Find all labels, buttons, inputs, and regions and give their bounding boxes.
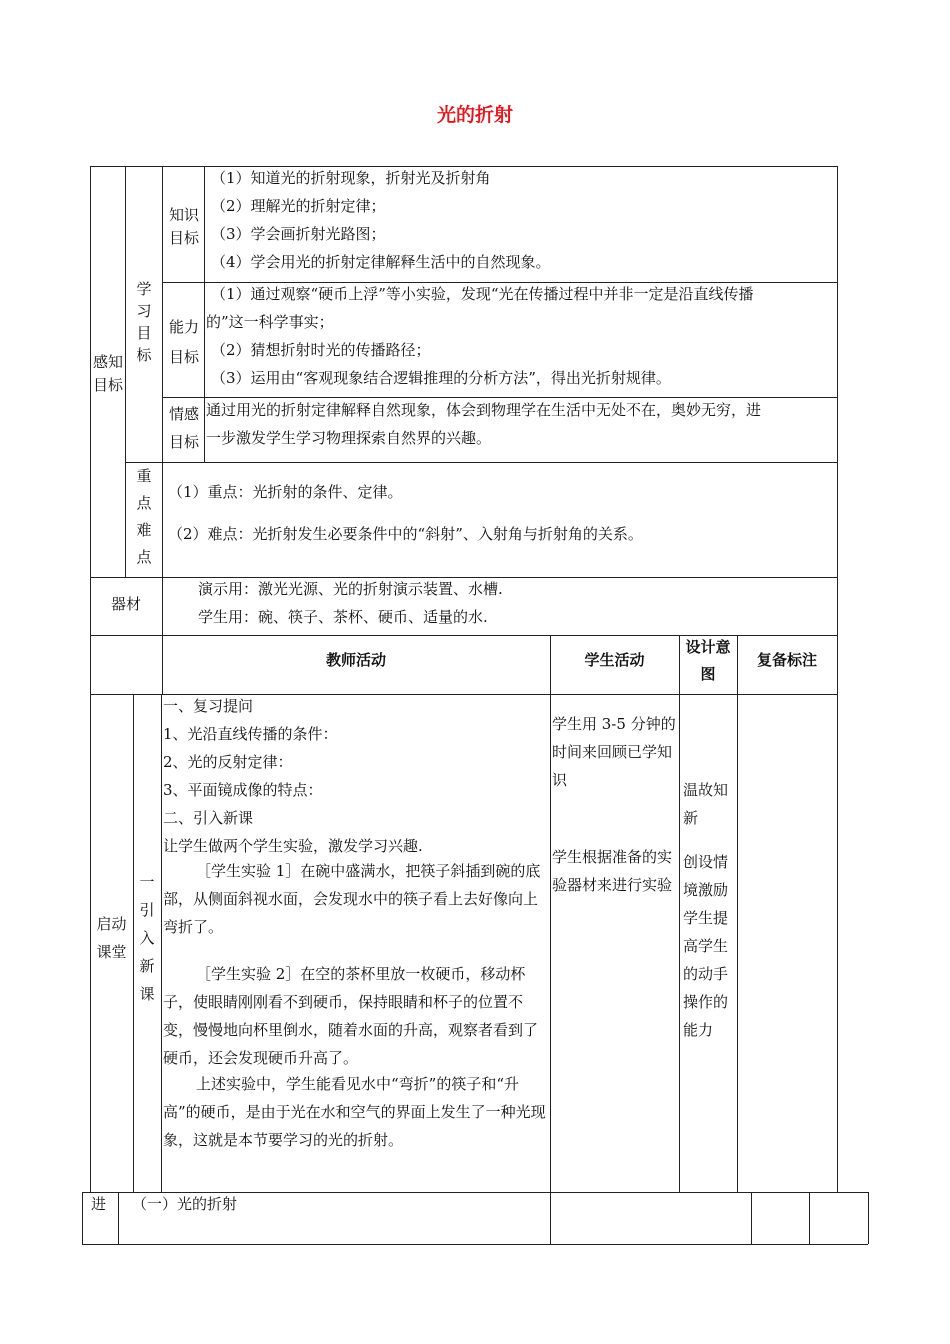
- list-item: （2）猜想折射时光的传播路径；: [211, 341, 431, 359]
- list-item: （3）运用由“客观现象结合逻辑推理的分析方法”，得出光折射规律。: [211, 369, 671, 387]
- list-item: （1）重点：光折射的条件、定律。: [168, 483, 403, 501]
- equipment-demo: 演示用：激光光源、光的折射演示装置、水槽.: [198, 580, 503, 598]
- list-item: 的”这一科学事实；: [206, 313, 334, 331]
- list-item: 让学生做两个学生实验，激发学习兴趣.: [163, 837, 423, 855]
- list-item: 一步激发学生学习物理探索自然界的兴趣。: [206, 429, 492, 447]
- equipment-student: 学生用：碗、筷子、茶杯、硬币、适量的水.: [198, 608, 488, 626]
- ability-goal-label: 能力目标: [168, 318, 199, 366]
- next-row-content: （一）光的折射: [132, 1195, 238, 1213]
- perception-goals-label: 感知目标: [92, 353, 123, 394]
- learning-goals-label: 学习目标: [136, 280, 152, 364]
- student-activity-2: 学生根据准备的实验器材来进行实验: [552, 848, 673, 894]
- list-item: 通过用光的折射定律解释自然现象，体会到物理学在生活中无处不在，奥妙无穷，进: [206, 401, 762, 419]
- list-item: 二、引入新课: [163, 809, 254, 827]
- conclusion: 上述实验中，学生能看见水中“弯折”的筷子和“升高”的硬币，是由于光在水和空气的界面上发生了一种光现象，这就是本节要学习的光的折射。: [163, 1075, 546, 1149]
- list-item: （1）知道光的折射现象，折射光及折射角: [211, 169, 491, 187]
- experiment-2: ［学生实验 2］在空的茶杯里放一枚硬币，移动杯子，使眼睛刚刚看不到硬币，保持眼睛和杯子的位置不变，慢慢地向杯里倒水，随着水面的升高，观察者看到了硬币，还会发现硬币升高了。: [163, 965, 539, 1067]
- review-notes-header: 复备标注: [756, 651, 817, 669]
- student-activity-1: 学生用 3-5 分钟的时间来回顾已学知识: [552, 715, 676, 789]
- list-item: （4）学会用光的折射定律解释生活中的自然现象。: [211, 253, 551, 271]
- next-row-label: 进: [91, 1195, 107, 1213]
- experiment-1: ［学生实验 1］在碗中盛满水，把筷子斜插到碗的底部，从侧面斜视水面，会发现水中的筷子看上去好像向上弯折了。: [163, 862, 541, 936]
- list-item: （2）难点：光折射发生必要条件中的“斜射”、入射角与折射角的关系。: [168, 525, 643, 543]
- page-title: 光的折射: [436, 104, 513, 126]
- list-item: 一、复习提问: [163, 697, 254, 715]
- list-item: （1）通过观察“硬币上浮”等小实验，发现“光在传播过程中并非一定是沿直线传播: [211, 285, 754, 303]
- teacher-activity-header: 教师活动: [325, 651, 386, 669]
- startup-label: 启动课堂: [96, 915, 127, 961]
- equipment-label: 器材: [110, 595, 141, 613]
- student-activity-header: 学生活动: [584, 651, 645, 669]
- list-item: 2、光的反射定律：: [163, 753, 293, 771]
- list-item: 3、平面镜成像的特点：: [163, 781, 323, 799]
- list-item: （3）学会画折射光路图；: [211, 225, 386, 243]
- list-item: 1、光沿直线传播的条件：: [163, 725, 338, 743]
- design-intent-header: 设计意图: [685, 638, 731, 683]
- intro-label: 一引入新课: [139, 873, 155, 1003]
- design-intent-2: 创设情境激励学生提高学生的动手操作的能力: [683, 853, 729, 1039]
- emotion-goal-label: 情感目标: [168, 405, 199, 451]
- design-intent-1: 温故知新: [683, 781, 729, 827]
- knowledge-goal-label: 知识目标: [168, 206, 199, 247]
- list-item: （2）理解光的折射定律；: [211, 197, 386, 215]
- key-points-label: 重点难点: [136, 467, 152, 566]
